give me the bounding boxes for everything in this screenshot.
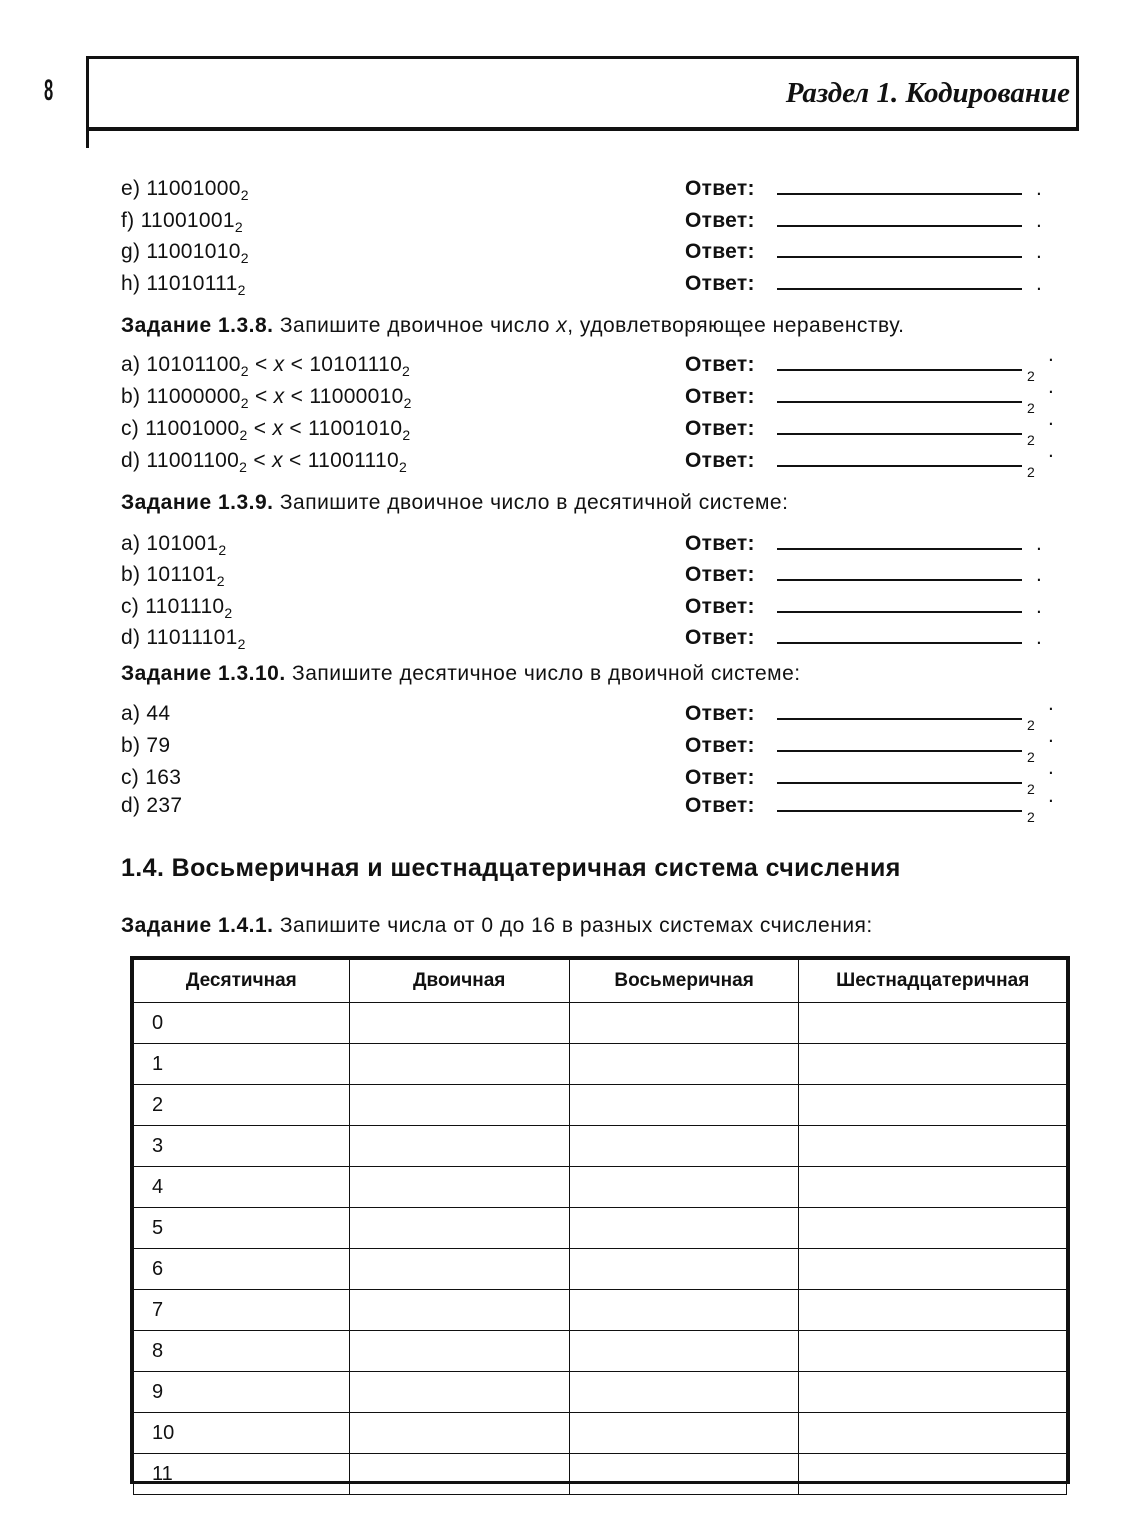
answer-label: Ответ: (685, 794, 755, 817)
decimal-cell: 11 (134, 1454, 350, 1495)
item-letter: a) (121, 353, 141, 376)
item-letter: h) (121, 272, 141, 295)
answer-period: . (1048, 756, 1055, 779)
exercise-row (0, 205, 1133, 237)
answer-period: . (1048, 439, 1055, 462)
answer-cell[interactable] (349, 1085, 569, 1126)
table-row (134, 1454, 1067, 1495)
answer-blank[interactable] (777, 236, 1022, 258)
decimal-cell: 9 (134, 1372, 350, 1413)
item-letter: a) (121, 532, 141, 555)
exercise-expression (121, 559, 225, 591)
answer-blank[interactable] (777, 205, 1022, 227)
answer-cell[interactable] (799, 1290, 1067, 1331)
decimal-cell: 10 (134, 1413, 350, 1454)
answer-label: Ответ: (685, 626, 755, 649)
answer-period: . (1048, 375, 1055, 398)
answer-cell[interactable] (799, 1003, 1067, 1044)
answer-label: Ответ: (685, 177, 755, 200)
answer-cell[interactable] (569, 1167, 799, 1208)
answer-blank[interactable] (777, 622, 1022, 644)
item-letter: g) (121, 240, 141, 263)
exercise-row (0, 407, 1133, 448)
exercise-row (0, 559, 1133, 591)
page-number: 8 (44, 74, 54, 107)
binary-number: 101101 (146, 563, 217, 586)
answer-blank[interactable] (777, 413, 1022, 435)
answer-cell[interactable] (349, 1454, 569, 1495)
task-label: Задание 1.4.1. (121, 914, 274, 937)
answer-cell[interactable] (569, 1290, 799, 1331)
answer-period: . (1036, 532, 1043, 555)
upper-bound: 11000010 (309, 385, 404, 408)
answer-label: Ответ: (685, 595, 755, 618)
lower-bound: 11000000 (146, 385, 241, 408)
answer-cell[interactable] (349, 1044, 569, 1085)
item-letter: f) (121, 209, 135, 232)
answer-label: Ответ: (685, 702, 755, 725)
answer-label: Ответ: (685, 385, 755, 408)
exercise-expression (121, 268, 246, 300)
exercise-row (0, 784, 1133, 825)
answer-cell[interactable] (569, 1085, 799, 1126)
task-text: Запишите десятичное число в двоичной системе: (285, 662, 801, 685)
table-row (134, 1085, 1067, 1126)
answer-cell[interactable] (349, 1413, 569, 1454)
table-row (134, 1331, 1067, 1372)
answer-cell[interactable] (799, 1413, 1067, 1454)
decimal-cell: 7 (134, 1290, 350, 1331)
answer-cell[interactable] (569, 1126, 799, 1167)
table-row (134, 1044, 1067, 1085)
exercise-expression (121, 730, 170, 762)
decimal-cell: 6 (134, 1249, 350, 1290)
answer-period: . (1048, 407, 1055, 430)
decimal-cell: 2 (134, 1085, 350, 1126)
answer-cell[interactable] (799, 1249, 1067, 1290)
answer-cell[interactable] (569, 1249, 799, 1290)
answer-cell[interactable] (799, 1085, 1067, 1126)
answer-base-subscript: 2 (1027, 781, 1036, 797)
item-letter: c) (121, 417, 140, 440)
exercise-row (0, 528, 1133, 560)
answer-cell[interactable] (349, 1208, 569, 1249)
exercise-expression (121, 790, 182, 822)
binary-number: 101001 (146, 532, 219, 555)
less-than: < (290, 353, 304, 376)
answer-label: Ответ: (685, 532, 755, 555)
answer-label: Ответ: (685, 417, 755, 440)
answer-cell[interactable] (569, 1044, 799, 1085)
binary-number: 1101110 (145, 595, 225, 618)
upper-bound: 10101110 (309, 353, 403, 376)
answer-cell[interactable] (569, 1331, 799, 1372)
answer-cell[interactable] (799, 1167, 1067, 1208)
exercise-row (0, 591, 1133, 623)
answer-period: . (1048, 724, 1055, 747)
binary-number: 11010111 (146, 272, 238, 295)
item-letter: b) (121, 563, 141, 586)
lower-bound: 11001100 (146, 449, 240, 472)
base-subscript: 2 (398, 459, 408, 475)
item-letter: c) (121, 766, 140, 789)
exercise-row (0, 375, 1133, 416)
column-header: Шестнадцатеричная (799, 960, 1067, 1003)
base-subscript: 2 (402, 427, 411, 443)
answer-blank[interactable] (777, 268, 1022, 290)
answer-base-subscript: 2 (1027, 368, 1036, 384)
exercise-expression (121, 591, 233, 623)
answer-label: Ответ: (685, 734, 755, 757)
answer-base-subscript: 2 (1027, 717, 1036, 733)
less-than: < (254, 385, 268, 408)
decimal-number: 163 (145, 766, 182, 789)
item-letter: d) (121, 794, 141, 817)
answer-blank[interactable] (777, 381, 1022, 403)
column-header: Двоичная (349, 960, 569, 1003)
exercise-expression (121, 381, 412, 413)
answer-period: . (1048, 784, 1055, 807)
answer-label: Ответ: (685, 449, 755, 472)
answer-base-subscript: 2 (1027, 432, 1036, 448)
answer-base-subscript: 2 (1027, 749, 1036, 765)
answer-cell[interactable] (349, 1167, 569, 1208)
decimal-cell: 0 (134, 1003, 350, 1044)
answer-period: . (1036, 626, 1043, 649)
binary-number: 11001000 (146, 177, 241, 200)
exercise-expression (121, 445, 407, 477)
lower-bound: 10101100 (146, 353, 241, 376)
table-row (134, 1290, 1067, 1331)
exercise-row (0, 268, 1133, 300)
section-header-title: Раздел 1. Кодирование (785, 77, 1070, 109)
answer-period: . (1036, 177, 1043, 200)
less-than: < (289, 417, 302, 440)
column-header: Десятичная (134, 960, 350, 1003)
table-row (134, 1208, 1067, 1249)
item-letter: a) (121, 702, 141, 725)
task-text-end: , удовлетворяющее неравенству. (567, 314, 905, 337)
answer-cell[interactable] (349, 1290, 569, 1331)
answer-base-subscript: 2 (1027, 464, 1036, 480)
lower-bound: 11001000 (145, 417, 240, 440)
section-title: 1.4. Восьмеричная и шестнадцатеричная система счисления (121, 854, 901, 882)
less-than: < (253, 417, 267, 440)
exercise-row (0, 692, 1133, 733)
item-letter: d) (121, 449, 141, 472)
item-letter: b) (121, 385, 141, 408)
exercise-row (0, 724, 1133, 765)
exercise-expression (121, 413, 411, 445)
task-label: Задание 1.3.10. (121, 662, 286, 685)
table-row (134, 1126, 1067, 1167)
answer-cell[interactable] (349, 1249, 569, 1290)
variable-x: x (272, 417, 284, 440)
decimal-number: 79 (146, 734, 171, 757)
answer-label: Ответ: (685, 209, 755, 232)
item-letter: c) (121, 595, 140, 618)
task-1-3-8-heading (121, 314, 904, 338)
answer-blank[interactable] (777, 790, 1022, 812)
table-row (134, 1249, 1067, 1290)
answer-cell[interactable] (349, 1003, 569, 1044)
base-subscript: 2 (240, 395, 249, 411)
answer-blank[interactable] (777, 559, 1022, 581)
exercise-row (0, 439, 1133, 480)
task-text: Запишите числа от 0 до 16 в разных системах счисления: (273, 914, 873, 937)
decimal-number: 237 (146, 794, 183, 817)
base-subscript: 2 (402, 363, 411, 379)
answer-blank[interactable] (777, 349, 1022, 371)
base-subscript: 2 (237, 282, 246, 298)
answer-blank[interactable] (777, 445, 1022, 467)
item-letter: b) (121, 734, 141, 757)
less-than: < (254, 353, 268, 376)
exercise-expression (121, 622, 246, 654)
answer-period: . (1048, 343, 1055, 366)
item-letter: e) (121, 177, 141, 200)
exercise-expression (121, 698, 170, 730)
binary-number: 11001001 (140, 209, 235, 232)
binary-number: 11001010 (146, 240, 241, 263)
less-than: < (253, 449, 266, 472)
answer-period: . (1036, 272, 1043, 295)
exercise-expression (121, 528, 226, 560)
answer-label: Ответ: (685, 240, 755, 263)
decimal-cell: 4 (134, 1167, 350, 1208)
answer-cell[interactable] (349, 1331, 569, 1372)
exercise-expression (121, 236, 249, 268)
column-header: Восьмеричная (569, 960, 799, 1003)
exercise-expression (121, 205, 243, 237)
answer-base-subscript: 2 (1027, 809, 1036, 825)
exercise-row (0, 173, 1133, 205)
base-subscript: 2 (239, 459, 248, 475)
answer-blank[interactable] (777, 173, 1022, 195)
task-1-3-9-heading (121, 491, 788, 515)
upper-bound: 11001110 (307, 449, 399, 472)
task-text: Запишите двоичное число в десятичной системе: (273, 491, 789, 514)
answer-label: Ответ: (685, 766, 755, 789)
answer-blank[interactable] (777, 698, 1022, 720)
variable-x: x (272, 449, 283, 472)
task-label: Задание 1.3.8. (121, 314, 274, 337)
exercise-row (0, 236, 1133, 268)
answer-blank[interactable] (777, 528, 1022, 550)
answer-label: Ответ: (685, 353, 755, 376)
base-subscript: 2 (216, 573, 225, 589)
answer-cell[interactable] (799, 1044, 1067, 1085)
answer-cell[interactable] (569, 1003, 799, 1044)
table-row (134, 1413, 1067, 1454)
answer-cell[interactable] (799, 1372, 1067, 1413)
answer-label: Ответ: (685, 272, 755, 295)
exercise-expression (121, 349, 410, 381)
answer-blank[interactable] (777, 591, 1022, 613)
answer-period: . (1036, 595, 1043, 618)
less-than: < (290, 385, 304, 408)
base-subscript: 2 (224, 605, 233, 621)
base-subscript: 2 (403, 395, 412, 411)
decimal-number: 44 (146, 702, 171, 725)
less-than: < (289, 449, 302, 472)
exercise-expression (121, 173, 249, 205)
task-1-3-10-heading (121, 662, 801, 686)
table-row (134, 1372, 1067, 1413)
task-text: Запишите двоичное число (273, 314, 557, 337)
variable-x: x (556, 314, 568, 337)
answer-cell[interactable] (569, 1372, 799, 1413)
base-subscript: 2 (237, 636, 246, 652)
answer-cell[interactable] (569, 1208, 799, 1249)
answer-period: . (1036, 563, 1043, 586)
answer-blank[interactable] (777, 762, 1022, 784)
answer-period: . (1036, 209, 1043, 232)
binary-number: 11011101 (146, 626, 238, 649)
decimal-cell: 5 (134, 1208, 350, 1249)
number-systems-table (130, 956, 1070, 1484)
answer-period: . (1036, 240, 1043, 263)
exercise-row (0, 622, 1133, 654)
task-label: Задание 1.3.9. (121, 491, 274, 514)
exercise-row (0, 343, 1133, 384)
answer-cell[interactable] (799, 1126, 1067, 1167)
upper-bound: 11001010 (308, 417, 403, 440)
answer-period: . (1048, 692, 1055, 715)
item-letter: d) (121, 626, 141, 649)
answer-cell[interactable] (569, 1454, 799, 1495)
answer-label: Ответ: (685, 563, 755, 586)
page-header (86, 56, 1079, 131)
answer-blank[interactable] (777, 730, 1022, 752)
answer-cell[interactable] (569, 1413, 799, 1454)
answer-cell[interactable] (349, 1372, 569, 1413)
table-row (134, 1167, 1067, 1208)
answer-cell[interactable] (799, 1454, 1067, 1495)
header-divider (86, 124, 89, 148)
answer-base-subscript: 2 (1027, 400, 1036, 416)
answer-cell[interactable] (349, 1126, 569, 1167)
variable-x: x (273, 385, 285, 408)
decimal-cell: 8 (134, 1331, 350, 1372)
table-row (134, 1003, 1067, 1044)
table-header-row (134, 960, 1067, 1003)
task-1-4-1-heading (121, 914, 873, 938)
base-subscript: 2 (218, 542, 227, 558)
base-subscript: 2 (240, 363, 249, 379)
base-subscript: 2 (234, 219, 243, 235)
decimal-cell: 1 (134, 1044, 350, 1085)
base-subscript: 2 (240, 250, 249, 266)
variable-x: x (273, 353, 285, 376)
answer-cell[interactable] (799, 1331, 1067, 1372)
base-subscript: 2 (239, 427, 248, 443)
base-subscript: 2 (240, 187, 249, 203)
decimal-cell: 3 (134, 1126, 350, 1167)
answer-cell[interactable] (799, 1208, 1067, 1249)
